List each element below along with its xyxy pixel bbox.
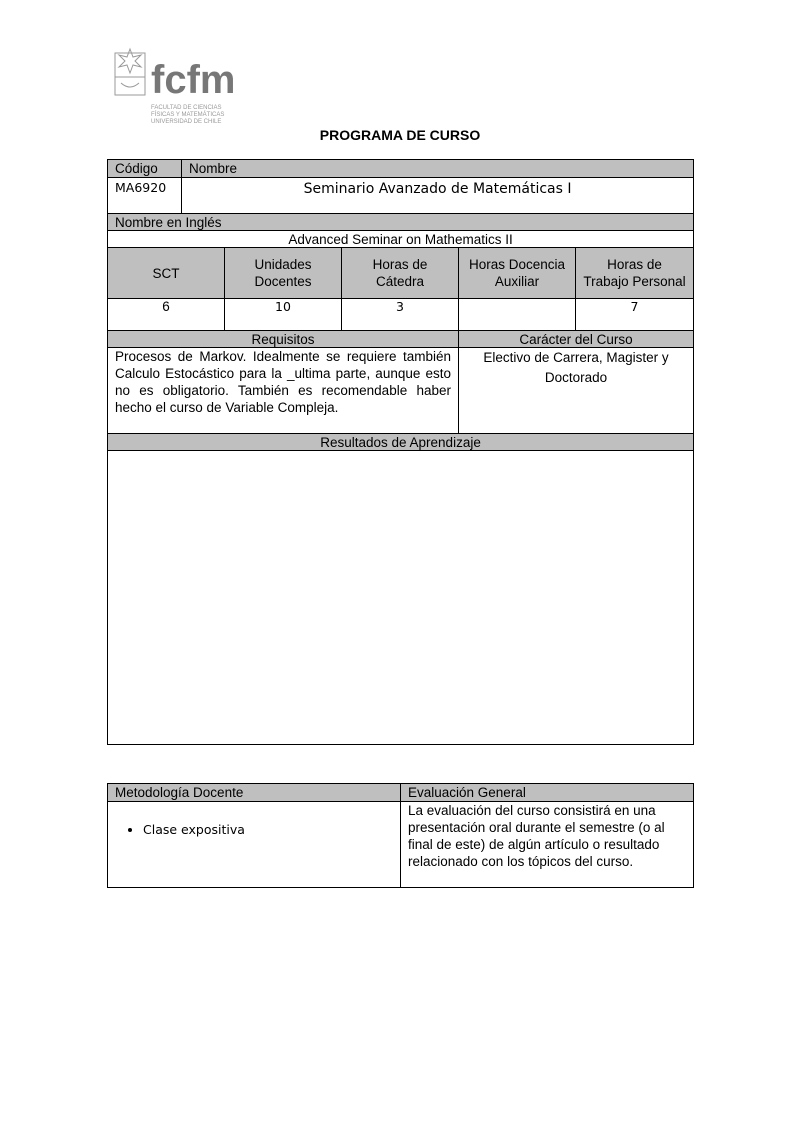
outcomes-label: Resultados de Aprendizaje xyxy=(108,434,694,451)
list-item: • Clase expositiva xyxy=(143,822,393,837)
crest-icon xyxy=(113,47,243,129)
hours-header-sct: SCT xyxy=(108,248,225,299)
methodology-table xyxy=(107,783,694,888)
logo-line-1: FACULTAD DE CIENCIAS xyxy=(151,105,222,111)
logo-line-2: FÍSICAS Y MATEMÁTICAS xyxy=(151,112,225,118)
hours-header-unidades: Unidades Docentes xyxy=(225,248,342,299)
character-text: Electivo de Carrera, Magister y Doctorado xyxy=(459,348,694,434)
hours-header-auxiliar: Horas Docencia Auxiliar xyxy=(459,248,576,299)
methodology-content xyxy=(108,802,401,888)
hours-header-catedra: Horas de Cátedra xyxy=(342,248,459,299)
english-label: Nombre en Inglés xyxy=(108,214,694,231)
page-title: PROGRAMA DE CURSO xyxy=(319,127,481,143)
hours-header-personal: Horas de Trabajo Personal xyxy=(576,248,694,299)
hours-value-unidades: 10 xyxy=(225,299,342,331)
evaluation-text: La evaluación del curso consistirá en una presentación oral durante el semestre (o al final de este) de algún artículo o resultado relacionado con los tópicos del curso. xyxy=(401,802,694,888)
course-name: Seminario Avanzado de Matemáticas I xyxy=(182,178,694,214)
methodology-label: Metodología Docente xyxy=(108,784,401,802)
logo-line-3: UNIVERSIDAD DE CHILE xyxy=(151,119,222,125)
university-logo xyxy=(113,47,243,129)
character-label: Carácter del Curso xyxy=(459,331,694,348)
name-label: Nombre xyxy=(182,160,694,178)
course-info-table xyxy=(107,159,694,745)
course-code: MA6920 xyxy=(108,178,182,214)
hours-value-personal: 7 xyxy=(576,299,694,331)
requirements-label: Requisitos xyxy=(108,331,459,348)
hours-value-sct: 6 xyxy=(108,299,225,331)
logo-brand: fcfm xyxy=(151,58,236,102)
evaluation-label: Evaluación General xyxy=(401,784,694,802)
english-name: Advanced Seminar on Mathematics II xyxy=(108,231,694,248)
outcomes-content xyxy=(108,451,694,745)
hours-value-catedra: 3 xyxy=(342,299,459,331)
requirements-text: Procesos de Markov. Idealmente se requiere también Calculo Estocástico para la _ultima parte, aunque esto no es obligatorio. También es recomendable haber hecho el curso de Variable Compleja. xyxy=(108,348,459,434)
code-label: Código xyxy=(108,160,182,178)
hours-value-auxiliar xyxy=(459,299,576,331)
methodology-list xyxy=(115,822,393,837)
